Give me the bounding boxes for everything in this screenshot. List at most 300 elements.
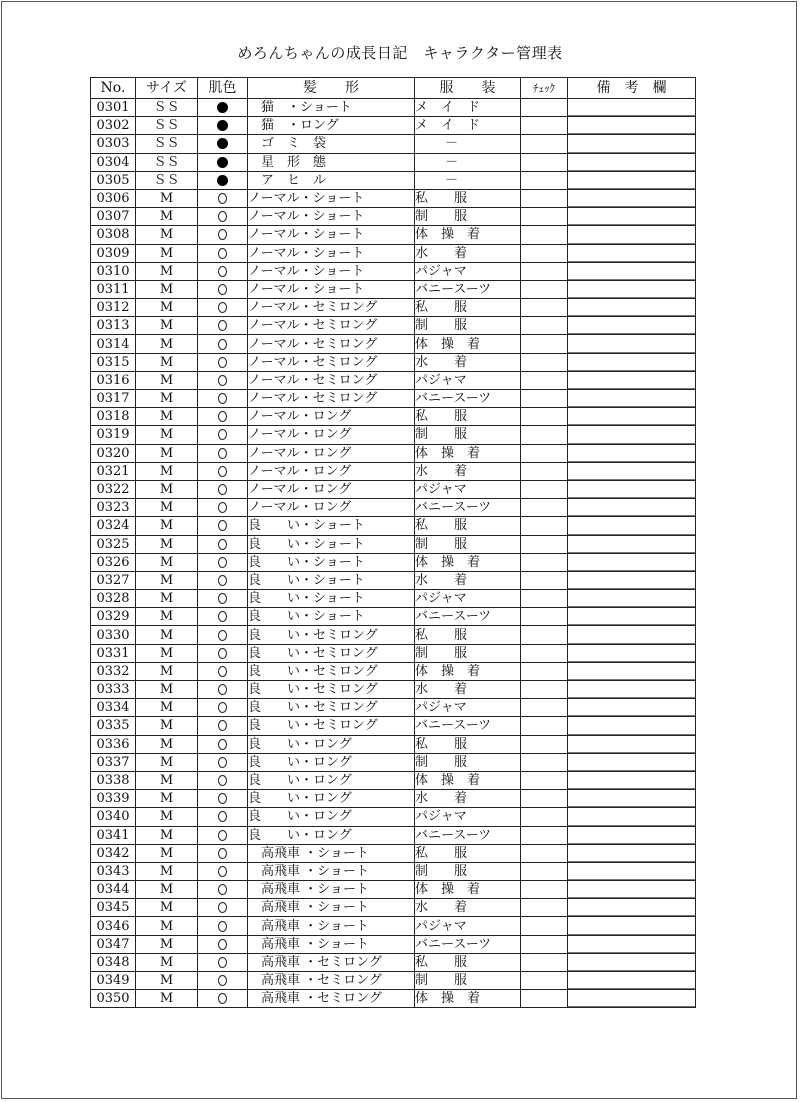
- table-row: [91, 753, 696, 771]
- cell-skin: [198, 808, 248, 826]
- cell-hair: 猫 ・ロング: [248, 117, 415, 135]
- cell-clothes: 体 操 着: [415, 662, 521, 680]
- cell-remarks[interactable]: [568, 335, 696, 353]
- cell-size: M: [136, 844, 198, 862]
- cell-check[interactable]: [521, 953, 568, 971]
- cell-size: M: [136, 808, 198, 826]
- skin-color-mark: [218, 866, 227, 877]
- cell-remarks[interactable]: [568, 517, 696, 535]
- cell-remarks[interactable]: [568, 280, 696, 298]
- cell-remarks[interactable]: [568, 299, 696, 317]
- cell-check[interactable]: [521, 317, 568, 335]
- cell-remarks[interactable]: [568, 317, 696, 335]
- cell-clothes: 制 服: [415, 426, 521, 444]
- cell-skin: [198, 953, 248, 971]
- cell-no: 0308: [91, 226, 136, 244]
- cell-clothes: パジャマ: [415, 917, 521, 935]
- cell-remarks[interactable]: [568, 171, 696, 189]
- cell-check[interactable]: [521, 553, 568, 571]
- cell-hair: 良 い・セミロング: [248, 626, 415, 644]
- cell-size: M: [136, 317, 198, 335]
- cell-clothes: 体 操 着: [415, 881, 521, 899]
- cell-clothes: 体 操 着: [415, 990, 521, 1008]
- cell-no: 0326: [91, 553, 136, 571]
- cell-skin: [198, 717, 248, 735]
- cell-check[interactable]: [521, 771, 568, 789]
- cell-remarks[interactable]: [568, 681, 696, 699]
- cell-skin: [198, 299, 248, 317]
- cell-size: M: [136, 408, 198, 426]
- cell-check[interactable]: [521, 699, 568, 717]
- cell-skin: [198, 553, 248, 571]
- cell-size: M: [136, 262, 198, 280]
- table-row: [91, 953, 696, 971]
- cell-check[interactable]: [521, 735, 568, 753]
- cell-skin: [198, 408, 248, 426]
- cell-check[interactable]: [521, 899, 568, 917]
- cell-check[interactable]: [521, 517, 568, 535]
- cell-skin: [198, 608, 248, 626]
- cell-skin: [198, 753, 248, 771]
- cell-no: 0318: [91, 408, 136, 426]
- cell-clothes: 制 服: [415, 535, 521, 553]
- cell-size: M: [136, 353, 198, 371]
- cell-check[interactable]: [521, 644, 568, 662]
- table-row: [91, 681, 696, 699]
- skin-color-mark: [218, 466, 227, 477]
- cell-check[interactable]: [521, 426, 568, 444]
- cell-check[interactable]: [521, 826, 568, 844]
- cell-no: 0313: [91, 317, 136, 335]
- cell-size: M: [136, 753, 198, 771]
- skin-color-mark: [218, 593, 227, 604]
- table-row: [91, 571, 696, 589]
- cell-remarks[interactable]: [568, 244, 696, 262]
- cell-no: 0322: [91, 480, 136, 498]
- skin-color-mark: [218, 520, 227, 531]
- table-body: [91, 99, 696, 1008]
- cell-no: 0333: [91, 681, 136, 699]
- cell-remarks[interactable]: [568, 753, 696, 771]
- cell-check[interactable]: [521, 590, 568, 608]
- cell-remarks[interactable]: [568, 153, 696, 171]
- cell-check[interactable]: [521, 917, 568, 935]
- cell-no: 0302: [91, 117, 136, 135]
- table-row: [91, 226, 696, 244]
- cell-remarks[interactable]: [568, 462, 696, 480]
- cell-remarks[interactable]: [568, 626, 696, 644]
- cell-check[interactable]: [521, 844, 568, 862]
- cell-skin: [198, 844, 248, 862]
- skin-color-mark: [218, 848, 227, 859]
- cell-check[interactable]: [521, 99, 568, 117]
- cell-hair: ゴ ミ 袋: [248, 135, 415, 153]
- cell-size: M: [136, 426, 198, 444]
- table-row: [91, 917, 696, 935]
- cell-skin: [198, 444, 248, 462]
- cell-skin: [198, 226, 248, 244]
- cell-remarks[interactable]: [568, 990, 696, 1008]
- cell-remarks[interactable]: [568, 553, 696, 571]
- cell-clothes: 制 服: [415, 644, 521, 662]
- cell-clothes: 私 服: [415, 626, 521, 644]
- cell-clothes: －: [415, 135, 521, 153]
- cell-clothes: 制 服: [415, 862, 521, 880]
- cell-skin: [198, 662, 248, 680]
- cell-remarks[interactable]: [568, 808, 696, 826]
- cell-clothes: 制 服: [415, 317, 521, 335]
- cell-remarks[interactable]: [568, 499, 696, 517]
- table-row: [91, 844, 696, 862]
- cell-hair: 高飛車 ・セミロング: [248, 972, 415, 990]
- table-row: [91, 426, 696, 444]
- cell-check[interactable]: [521, 208, 568, 226]
- cell-skin: [198, 317, 248, 335]
- cell-check[interactable]: [521, 117, 568, 135]
- cell-remarks[interactable]: [568, 408, 696, 426]
- cell-remarks[interactable]: [568, 262, 696, 280]
- cell-remarks[interactable]: [568, 881, 696, 899]
- cell-check[interactable]: [521, 262, 568, 280]
- cell-size: M: [136, 644, 198, 662]
- skin-color-mark: [218, 539, 227, 550]
- cell-no: 0312: [91, 299, 136, 317]
- cell-remarks[interactable]: [568, 353, 696, 371]
- cell-check[interactable]: [521, 189, 568, 207]
- cell-no: 0334: [91, 699, 136, 717]
- cell-check[interactable]: [521, 753, 568, 771]
- cell-check[interactable]: [521, 608, 568, 626]
- table-row: [91, 735, 696, 753]
- header-size: サイズ: [136, 78, 198, 99]
- skin-color-mark: [218, 429, 227, 440]
- character-table: [90, 77, 696, 1008]
- cell-remarks[interactable]: [568, 208, 696, 226]
- cell-skin: [198, 171, 248, 189]
- cell-check[interactable]: [521, 790, 568, 808]
- cell-skin: [198, 189, 248, 207]
- cell-skin: [198, 590, 248, 608]
- cell-hair: ノーマル・セミロング: [248, 390, 415, 408]
- cell-skin: [198, 208, 248, 226]
- skin-color-mark: [218, 193, 227, 204]
- cell-clothes: バニースーツ: [415, 499, 521, 517]
- cell-hair: ノーマル・ショート: [248, 262, 415, 280]
- cell-check[interactable]: [521, 335, 568, 353]
- cell-clothes: 体 操 着: [415, 553, 521, 571]
- cell-hair: 良 い・ロング: [248, 771, 415, 789]
- cell-check[interactable]: [521, 153, 568, 171]
- cell-skin: [198, 881, 248, 899]
- cell-skin: [198, 735, 248, 753]
- cell-check[interactable]: [521, 535, 568, 553]
- table-row: [91, 535, 696, 553]
- table-row: [91, 662, 696, 680]
- cell-check[interactable]: [521, 717, 568, 735]
- cell-no: 0346: [91, 917, 136, 935]
- cell-check[interactable]: [521, 571, 568, 589]
- cell-clothes: パジャマ: [415, 371, 521, 389]
- page-title: めろんちゃんの成長日記 キャラクター管理表: [237, 44, 563, 62]
- cell-hair: ノーマル・ロング: [248, 462, 415, 480]
- cell-skin: [198, 790, 248, 808]
- cell-remarks[interactable]: [568, 535, 696, 553]
- cell-clothes: 水 着: [415, 353, 521, 371]
- cell-check[interactable]: [521, 371, 568, 389]
- cell-no: 0301: [91, 99, 136, 117]
- cell-hair: 良 い・ショート: [248, 571, 415, 589]
- cell-remarks[interactable]: [568, 226, 696, 244]
- skin-color-mark: [218, 411, 227, 422]
- table-row: [91, 935, 696, 953]
- cell-no: 0327: [91, 571, 136, 589]
- cell-clothes: 制 服: [415, 753, 521, 771]
- cell-remarks[interactable]: [568, 644, 696, 662]
- cell-remarks[interactable]: [568, 771, 696, 789]
- cell-check[interactable]: [521, 662, 568, 680]
- skin-color-mark: [218, 684, 227, 695]
- cell-size: M: [136, 480, 198, 498]
- cell-remarks[interactable]: [568, 826, 696, 844]
- cell-size: M: [136, 371, 198, 389]
- cell-clothes: 私 服: [415, 189, 521, 207]
- cell-hair: 良 い・ショート: [248, 535, 415, 553]
- cell-check[interactable]: [521, 626, 568, 644]
- cell-remarks[interactable]: [568, 790, 696, 808]
- cell-size: M: [136, 826, 198, 844]
- table-row: [91, 499, 696, 517]
- cell-no: 0309: [91, 244, 136, 262]
- cell-skin: [198, 353, 248, 371]
- cell-clothes: パジャマ: [415, 480, 521, 498]
- skin-color-mark: [217, 120, 228, 131]
- cell-clothes: －: [415, 153, 521, 171]
- cell-remarks[interactable]: [568, 917, 696, 935]
- cell-hair: 高飛車 ・ショート: [248, 862, 415, 880]
- skin-color-mark: [218, 211, 227, 222]
- cell-check[interactable]: [521, 990, 568, 1008]
- table-row: [91, 862, 696, 880]
- cell-check[interactable]: [521, 171, 568, 189]
- skin-color-mark: [218, 702, 227, 713]
- cell-size: M: [136, 299, 198, 317]
- table-row: [91, 189, 696, 207]
- cell-remarks[interactable]: [568, 571, 696, 589]
- cell-no: 0307: [91, 208, 136, 226]
- cell-check[interactable]: [521, 935, 568, 953]
- cell-size: ＳＳ: [136, 171, 198, 189]
- cell-remarks[interactable]: [568, 972, 696, 990]
- skin-color-mark: [218, 284, 227, 295]
- cell-no: 0335: [91, 717, 136, 735]
- cell-hair: ア ヒ ル: [248, 171, 415, 189]
- cell-skin: [198, 153, 248, 171]
- cell-size: M: [136, 189, 198, 207]
- cell-no: 0338: [91, 771, 136, 789]
- cell-hair: ノーマル・ロング: [248, 499, 415, 517]
- cell-remarks[interactable]: [568, 99, 696, 117]
- table-row: [91, 608, 696, 626]
- cell-no: 0305: [91, 171, 136, 189]
- cell-remarks[interactable]: [568, 426, 696, 444]
- cell-check[interactable]: [521, 972, 568, 990]
- cell-no: 0315: [91, 353, 136, 371]
- cell-check[interactable]: [521, 681, 568, 699]
- cell-skin: [198, 426, 248, 444]
- cell-skin: [198, 117, 248, 135]
- cell-check[interactable]: [521, 353, 568, 371]
- table-row: [91, 553, 696, 571]
- cell-size: M: [136, 535, 198, 553]
- cell-skin: [198, 935, 248, 953]
- cell-check[interactable]: [521, 808, 568, 826]
- cell-remarks[interactable]: [568, 699, 696, 717]
- cell-check[interactable]: [521, 408, 568, 426]
- cell-check[interactable]: [521, 881, 568, 899]
- cell-clothes: 体 操 着: [415, 335, 521, 353]
- cell-clothes: 制 服: [415, 972, 521, 990]
- cell-remarks[interactable]: [568, 189, 696, 207]
- cell-remarks[interactable]: [568, 390, 696, 408]
- cell-size: M: [136, 662, 198, 680]
- cell-hair: 高飛車 ・ショート: [248, 844, 415, 862]
- cell-clothes: 私 服: [415, 299, 521, 317]
- cell-check[interactable]: [521, 480, 568, 498]
- cell-skin: [198, 244, 248, 262]
- cell-no: 0314: [91, 335, 136, 353]
- cell-remarks[interactable]: [568, 862, 696, 880]
- table-row: [91, 244, 696, 262]
- table-row: [91, 135, 696, 153]
- cell-skin: [198, 517, 248, 535]
- table-row: [91, 480, 696, 498]
- cell-hair: ノーマル・セミロング: [248, 353, 415, 371]
- cell-check[interactable]: [521, 444, 568, 462]
- cell-no: 0310: [91, 262, 136, 280]
- cell-size: ＳＳ: [136, 99, 198, 117]
- cell-size: M: [136, 244, 198, 262]
- cell-size: M: [136, 881, 198, 899]
- cell-check[interactable]: [521, 499, 568, 517]
- cell-check[interactable]: [521, 135, 568, 153]
- cell-clothes: パジャマ: [415, 808, 521, 826]
- cell-check[interactable]: [521, 226, 568, 244]
- cell-hair: 高飛車 ・ショート: [248, 935, 415, 953]
- skin-color-mark: [218, 993, 227, 1004]
- table-row: [91, 171, 696, 189]
- cell-remarks[interactable]: [568, 717, 696, 735]
- cell-skin: [198, 571, 248, 589]
- cell-check[interactable]: [521, 244, 568, 262]
- cell-size: M: [136, 553, 198, 571]
- cell-clothes: 水 着: [415, 462, 521, 480]
- cell-remarks[interactable]: [568, 608, 696, 626]
- cell-remarks[interactable]: [568, 444, 696, 462]
- cell-check[interactable]: [521, 462, 568, 480]
- cell-check[interactable]: [521, 280, 568, 298]
- skin-color-mark: [218, 266, 227, 277]
- cell-clothes: 体 操 着: [415, 771, 521, 789]
- cell-no: 0311: [91, 280, 136, 298]
- table-row: [91, 717, 696, 735]
- cell-hair: ノーマル・ショート: [248, 244, 415, 262]
- skin-color-mark: [218, 302, 227, 313]
- cell-skin: [198, 390, 248, 408]
- cell-size: M: [136, 462, 198, 480]
- table-row: [91, 280, 696, 298]
- cell-no: 0337: [91, 753, 136, 771]
- cell-no: 0345: [91, 899, 136, 917]
- table-row: [91, 590, 696, 608]
- cell-skin: [198, 262, 248, 280]
- skin-color-mark: [218, 957, 227, 968]
- cell-check[interactable]: [521, 390, 568, 408]
- cell-clothes: バニースーツ: [415, 280, 521, 298]
- cell-no: 0306: [91, 189, 136, 207]
- cell-size: M: [136, 790, 198, 808]
- cell-hair: ノーマル・ショート: [248, 189, 415, 207]
- skin-color-mark: [218, 611, 227, 622]
- cell-hair: 良 い・ロング: [248, 753, 415, 771]
- cell-remarks[interactable]: [568, 844, 696, 862]
- table-row: [91, 990, 696, 1008]
- cell-remarks[interactable]: [568, 371, 696, 389]
- cell-no: 0320: [91, 444, 136, 462]
- skin-color-mark: [218, 502, 227, 513]
- cell-no: 0332: [91, 662, 136, 680]
- cell-remarks[interactable]: [568, 590, 696, 608]
- cell-remarks[interactable]: [568, 662, 696, 680]
- skin-color-mark: [217, 102, 228, 113]
- skin-color-mark: [218, 448, 227, 459]
- cell-hair: 良 い・ショート: [248, 590, 415, 608]
- cell-remarks[interactable]: [568, 899, 696, 917]
- cell-hair: 良 い・ショート: [248, 608, 415, 626]
- cell-clothes: パジャマ: [415, 699, 521, 717]
- table-row: [91, 444, 696, 462]
- cell-check[interactable]: [521, 862, 568, 880]
- table-row: [91, 462, 696, 480]
- cell-remarks[interactable]: [568, 135, 696, 153]
- table-row: [91, 117, 696, 135]
- skin-color-mark: [218, 320, 227, 331]
- cell-remarks[interactable]: [568, 117, 696, 135]
- cell-remarks[interactable]: [568, 953, 696, 971]
- header-row: [91, 78, 696, 99]
- cell-no: 0339: [91, 790, 136, 808]
- cell-size: M: [136, 444, 198, 462]
- cell-no: 0349: [91, 972, 136, 990]
- skin-color-mark: [218, 248, 227, 259]
- table-row: [91, 826, 696, 844]
- cell-remarks[interactable]: [568, 735, 696, 753]
- cell-skin: [198, 899, 248, 917]
- cell-remarks[interactable]: [568, 935, 696, 953]
- cell-size: ＳＳ: [136, 153, 198, 171]
- cell-clothes: 私 服: [415, 953, 521, 971]
- cell-size: M: [136, 681, 198, 699]
- cell-hair: 良 い・ロング: [248, 808, 415, 826]
- cell-size: M: [136, 699, 198, 717]
- cell-no: 0343: [91, 862, 136, 880]
- cell-check[interactable]: [521, 299, 568, 317]
- cell-remarks[interactable]: [568, 480, 696, 498]
- cell-no: 0325: [91, 535, 136, 553]
- cell-size: M: [136, 280, 198, 298]
- cell-hair: ノーマル・ロング: [248, 408, 415, 426]
- skin-color-mark: [218, 921, 227, 932]
- table-row: [91, 771, 696, 789]
